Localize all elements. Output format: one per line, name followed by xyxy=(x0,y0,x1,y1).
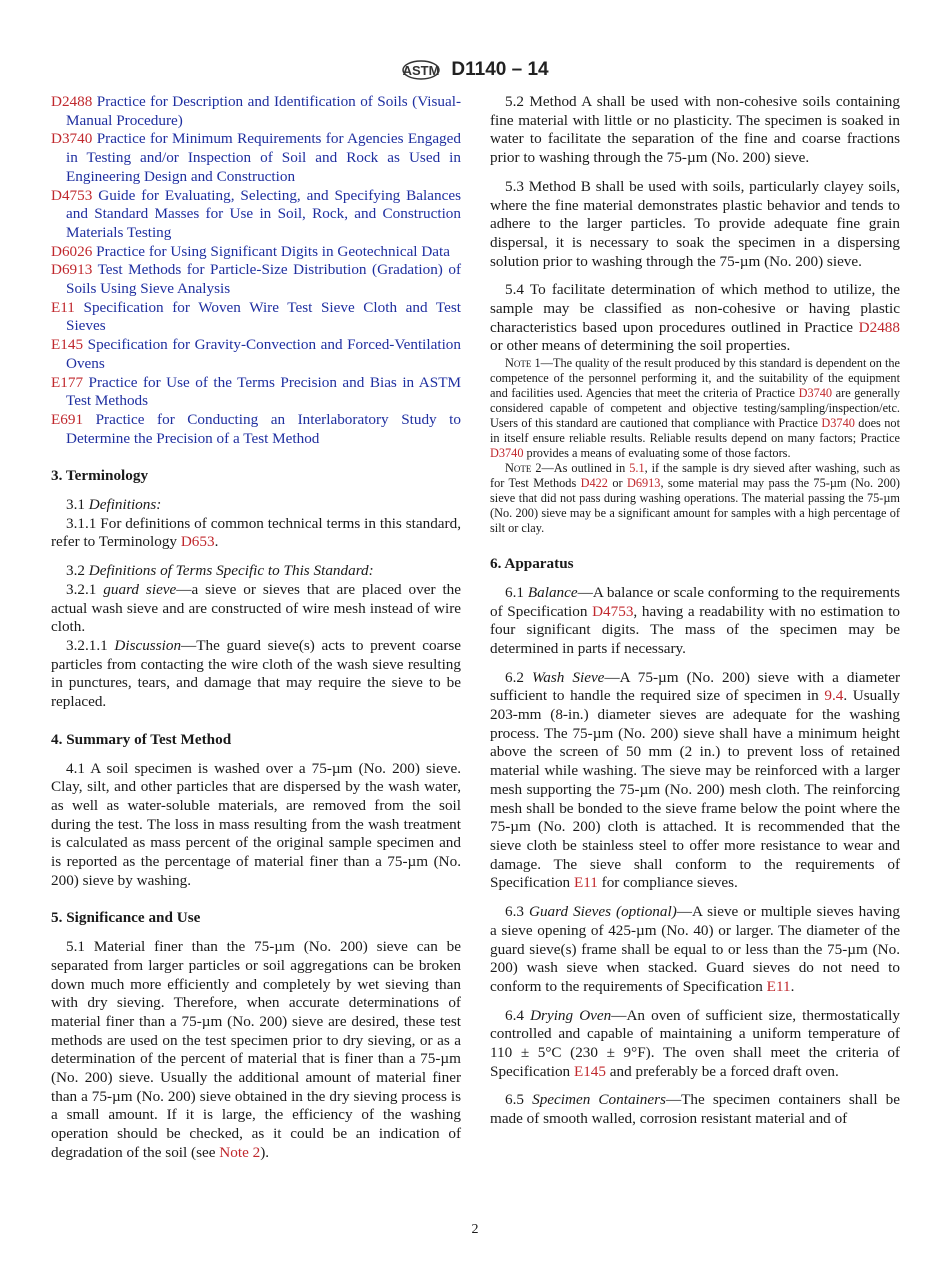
text-run: and preferably be a forced draft oven. xyxy=(606,1062,839,1080)
reference-item xyxy=(51,130,461,186)
reference-item xyxy=(51,93,461,130)
cross-reference-link[interactable]: Note 2 xyxy=(219,1143,261,1161)
paragraph xyxy=(51,515,461,552)
reference-title-link[interactable]: Practice for Use of the Terms Precision and Bias in ASTM Test Methods xyxy=(66,373,461,410)
note-paragraph xyxy=(490,356,900,461)
italic-term: Definitions: xyxy=(88,496,162,514)
text-run: or other means of determining the soil properties. xyxy=(490,337,791,355)
text-run: 3.1 xyxy=(66,496,89,514)
text-run: , if the sample is dry sieved after washing, such as for Test Methods xyxy=(490,461,901,491)
paragraph xyxy=(490,903,900,997)
paragraph xyxy=(490,669,900,893)
text-run: 6.2 xyxy=(505,668,533,686)
text-run: 2—As outlined in xyxy=(531,461,630,476)
reference-title-link[interactable]: Specification for Gravity-Convection and Forced-Ventilation Ovens xyxy=(66,336,461,372)
text-run: are generally considered capable of competent and objective testing/sampling/inspection/etc. Users of this standard are cautioned that compliance with Practice xyxy=(490,386,900,431)
section-heading: 4. Summary of Test Method xyxy=(51,730,232,748)
cross-reference-link[interactable]: 5.1 xyxy=(629,461,645,476)
text-run: —A balance or scale conforming to the requirements of Specification xyxy=(490,583,901,620)
reference-code-link[interactable]: E691 xyxy=(51,410,84,428)
cross-reference-link[interactable]: D422 xyxy=(580,476,608,491)
text-run: 6.4 xyxy=(505,1006,531,1024)
reference-title-link[interactable]: Practice for Description and Identification of Soils (Visual-Manual Procedure) xyxy=(66,93,461,129)
text-run: 3.2.1.1 xyxy=(66,636,115,654)
text-run: —a sieve or sieves that are placed over the actual wash sieve and are constructed of wire mesh instead of wire cloth. xyxy=(51,580,462,636)
text-run: 6.3 xyxy=(505,903,529,921)
text-run: 1—The quality of the result produced by this standard is dependent on the competence of the personnel performing it, and the suitability of the equipment and facilities used. Agencies that meet the criteria of Practice xyxy=(490,356,900,401)
astm-logo-icon xyxy=(401,56,441,84)
reference-code-link[interactable]: D6026 xyxy=(51,242,93,260)
paragraph xyxy=(51,562,461,581)
cross-reference-link[interactable]: E11 xyxy=(573,874,598,892)
text-run: 5.1 Material finer than the 75-µm (No. 200) sieve can be separated from larger particles or soil aggregations can be broken down much more efficiently and completely by wet sieving than with dry sieving. Therefore, when accurate determinations of material finer than a 75-µm (No. 200) sieve are desired, these test methods are used on the test specimen prior to dry sieving, or as a determination of the percent of material that is finer than a 75-µm (No. 200) sieve. Usually the additional amount of material finer than a 75-µm (No. 200) sieve obtained in the dry sieving process is a small amount. If it is large, the efficiency of the washing operation should be checked, as it could be an indication of degradation of the soil (see xyxy=(51,938,461,1161)
reference-code-link[interactable]: D6913 xyxy=(51,261,93,279)
text-run: 5.2 Method A shall be used with non-cohesive soils containing fine material with little or no plasticity. The specimen is soaked in water to facilitate the separation of the fine and coarse fractions prior to washing through the 75-µm (No. 200) sieve. xyxy=(490,93,900,167)
text-run: 3.2.1 xyxy=(66,580,104,598)
cross-reference-link[interactable]: D2488 xyxy=(858,318,900,336)
italic-term: Guard Sieves (optional) xyxy=(528,903,677,921)
text-run: 5.3 Method B shall be used with soils, particularly clayey soils, where the fine material demonstrates plastic behavior and tends to adhere to the larger particles. To provide adequate fine grain dispersal, it is necessary to soak the specimen in a dispersing solution prior to washing through the 75-µm (No. 200) sieve. xyxy=(490,177,900,270)
italic-term: Discussion xyxy=(114,636,182,654)
cross-reference-link[interactable]: 9.4 xyxy=(824,687,844,705)
text-run: —A 75-µm (No. 200) sieve with a diameter sufficient to handle the required size of specimen in xyxy=(490,668,901,705)
paragraph xyxy=(490,584,900,659)
paragraph xyxy=(51,637,461,712)
italic-term: Wash Sieve xyxy=(532,668,605,686)
text-run: —The specimen containers shall be made of smooth walled, corrosion resistant material and of xyxy=(490,1091,900,1128)
text-run: for compliance sieves. xyxy=(597,874,738,892)
italic-term: Balance xyxy=(527,583,578,601)
paragraph xyxy=(490,281,900,356)
text-run: —The guard sieve(s) acts to prevent coarse particles from contacting the wire cloth of the wash sieve resulting in punctures, tears, and damage that may require the sieve to be replaced. xyxy=(51,636,461,711)
page-number: 2 xyxy=(471,1222,479,1237)
text-run: or xyxy=(607,476,627,491)
cross-reference-link[interactable]: D6913 xyxy=(626,476,661,491)
text-run: —A sieve or multiple sieves having a sieve opening of 425-µm (No. 40) or larger. The diameter of the guard sieve(s) frame shall be equal to or less than the 75-µm (No. 200) wash sieve when stacked. Guard sieves do not need to conform to the requirements of Specification xyxy=(490,903,900,995)
reference-title-link[interactable]: Practice for Using Significant Digits in Geotechnical Data xyxy=(92,242,450,260)
note-paragraph xyxy=(490,461,900,536)
paragraph xyxy=(490,178,900,272)
paragraph xyxy=(51,581,461,637)
text-run: . xyxy=(790,977,795,995)
paragraph xyxy=(51,496,461,515)
italic-term: Specimen Containers xyxy=(532,1091,666,1109)
reference-item xyxy=(51,187,461,243)
section-heading: 3. Terminology xyxy=(51,467,149,485)
svg-text:ASTM: ASTM xyxy=(402,63,440,78)
section-heading: 5. Significance and Use xyxy=(51,909,201,927)
note-label: Note xyxy=(505,461,532,476)
paragraph xyxy=(490,1007,900,1082)
page-header xyxy=(0,56,950,84)
text-run: ). xyxy=(260,1143,270,1161)
reference-item xyxy=(51,261,461,298)
reference-title-link[interactable]: Practice for Conducting an Interlaboratory Study to Determine the Precision of a Test Method xyxy=(66,410,461,447)
left-column xyxy=(51,93,461,1163)
reference-code-link[interactable]: E11 xyxy=(51,298,75,316)
cross-reference-link[interactable]: E11 xyxy=(766,977,791,995)
text-run: provides a means of evaluating some of those factors. xyxy=(523,446,791,461)
text-run: —An oven of sufficient size, thermostatically controlled and capable of maintaining a uniform temperature of 110 ± 5°C (230 ± 9°F). The oven shall meet the criteria of Specification xyxy=(490,1006,900,1080)
standard-designation: D1140 – 14 xyxy=(451,59,549,80)
reference-item xyxy=(51,411,461,448)
cross-reference-link[interactable]: D4753 xyxy=(592,602,634,620)
reference-title-link[interactable]: Guide for Evaluating, Selecting, and Specifying Balances and Standard Masses for Use in Soil, Rock, and Construction Materials Testing xyxy=(66,186,461,241)
text-run: , having a readability with no estimation to four significant digits. The mass of the specimen may be determined in parts if necessary. xyxy=(490,602,901,657)
paragraph xyxy=(51,760,461,891)
cross-reference-link[interactable]: E145 xyxy=(573,1062,606,1080)
reference-item xyxy=(51,374,461,411)
text-run: 4.1 A soil specimen is washed over a 75-µm (No. 200) sieve. Clay, silt, and other particles that are dispersed by the wash water, as well as water-soluble materials, are removed from the soil during the test. The loss in mass resulting from the wash treatment is calculated as mass percent of the original sample specimen and is reported as the percentage of material finer than a 75-µm (No. 200) sieve by washing. xyxy=(51,759,461,889)
text-run: 6.1 xyxy=(505,583,528,601)
cross-reference-link[interactable]: D3740 xyxy=(821,416,855,431)
reference-title-link[interactable]: Practice for Minimum Requirements for Agencies Engaged in Testing and/or Inspection of Soil and Rock as Used in Engineering Design and Construction xyxy=(66,130,461,185)
text-run: 5.4 To facilitate determination of which method to utilize, the sample may be classified as non-cohesive or having plastic characteristics based upon procedures outlined in Practice xyxy=(490,281,900,336)
reference-item xyxy=(51,336,461,373)
reference-item xyxy=(51,299,461,336)
reference-title-link[interactable]: Specification for Woven Wire Test Sieve Cloth and Test Sieves xyxy=(66,298,461,335)
reference-code-link[interactable]: D4753 xyxy=(51,186,93,204)
right-column xyxy=(490,93,900,1129)
text-run: 3.1.1 For definitions of common technical terms in this standard, refer to Terminology xyxy=(51,514,461,551)
text-run: . xyxy=(214,533,219,551)
reference-code-link[interactable]: E145 xyxy=(51,336,84,354)
text-run: 3.2 xyxy=(66,562,89,580)
text-run: does not in itself ensure reliable results. Reliable results depend on many factors; Practice xyxy=(490,416,900,446)
paragraph xyxy=(51,938,461,1162)
section-heading: 6. Apparatus xyxy=(490,555,574,573)
paragraph xyxy=(490,93,900,168)
reference-item xyxy=(51,243,461,262)
text-run: . Usually 203-mm (8-in.) diameter sieves are adequate for the washing process. The 75-µm (No. 200) sieve shall have a minimum height above the screen of 50 mm (2 in.) to prevent loss of retained material while washing. The sieve may be reinforced with a larger mesh supporting the 75-µm (No. 200) mesh cloth. The reinforcing mesh shall be bonded to the sieve frame below the point where the 75-µm (No. 200) cloth is attached. It is recommended that the sieve cloth be stainless steel to offer more resistance to wear and damage. The sieve shall conform to the requirements of Specification xyxy=(490,687,900,892)
reference-code-link[interactable]: E177 xyxy=(51,373,84,391)
text-run: , some material may pass the 75-µm (No. 200) sieve that did not pass during washing operations. The material passing the 75-µm (No. 200) sieve may be a significant amount for samples with a high percentage of silt or clay. xyxy=(490,476,900,536)
reference-code-link[interactable]: D3740 xyxy=(51,130,93,148)
cross-reference-link[interactable]: D3740 xyxy=(798,386,833,401)
paragraph xyxy=(490,1091,900,1128)
reference-code-link[interactable]: D2488 xyxy=(51,93,93,110)
italic-term: Definitions of Terms Specific to This Standard: xyxy=(88,562,374,580)
note-label: Note xyxy=(505,356,532,371)
cross-reference-link[interactable]: D653 xyxy=(180,533,215,551)
cross-reference-link[interactable]: D3740 xyxy=(490,446,524,461)
italic-term: guard sieve xyxy=(103,580,177,598)
italic-term: Drying Oven xyxy=(530,1006,612,1024)
text-run: 6.5 xyxy=(505,1091,533,1109)
reference-title-link[interactable]: Test Methods for Particle-Size Distribution (Gradation) of Soils Using Sieve Analysis xyxy=(66,261,461,298)
